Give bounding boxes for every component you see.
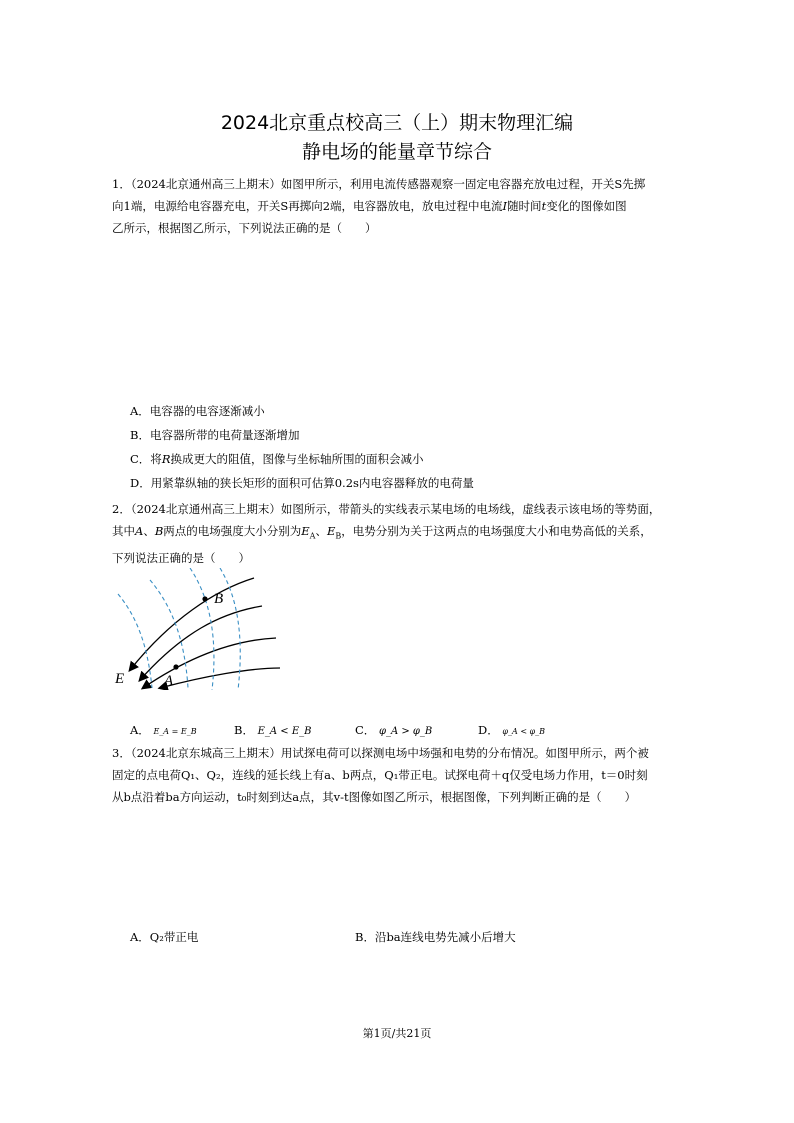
q3-source: （2024北京东城高三上期末） xyxy=(130,746,281,760)
label-B: B xyxy=(214,591,224,607)
field-line-1 xyxy=(130,578,254,670)
q3-line1: 用试探电荷可以探测电场中场强和电势的分布情况。如图甲所示，两个被 xyxy=(280,746,649,760)
label-E: E xyxy=(115,671,125,687)
equipotential-line-3 xyxy=(190,568,214,690)
q2-line2b: 两点的电场强度大小分别为 xyxy=(163,524,302,538)
page-footer: 第1页/共21页 xyxy=(362,1027,432,1040)
page-subtitle: 静电场的能量章节综合 xyxy=(301,141,492,163)
electric-field-diagram xyxy=(110,568,280,690)
q3-option-b: B．沿ba连线电势先减小后增大 xyxy=(355,930,516,944)
q3-line2: 固定的点电荷Q₁、Q₂，连线的延长线上有a、b两点，Q₁带正电。试探电荷＋q仅受电场力作用，t＝0时刻 xyxy=(112,768,648,782)
q2-option-a-label: A． xyxy=(130,723,150,737)
question-2-text: 2．（2024北京通州高三上期末）如图所示，带箭头的实线表示某电场的电场线，虚线表示该电场的等势面， 其中A、B两点的电场强度大小分别为$E_A$、$E_B$，电势分别为关于这两点的电场强度大小和电势高低的关系， 下列说法正确的是（ ） xyxy=(112,502,661,566)
q3-number: 3． xyxy=(112,746,131,760)
question-3-text xyxy=(112,742,692,808)
q1-line3: 乙所示，根据图乙所示，下列说法正确的是（ ） xyxy=(112,221,377,235)
q2-line2a: 其中 xyxy=(112,524,135,538)
q2-EB-sub: B xyxy=(335,531,342,541)
q2-EB: E xyxy=(326,524,336,538)
q1-var-t: t xyxy=(541,199,547,213)
q2-option-c-expr: φ_A > φ_B xyxy=(378,726,433,737)
q1-option-d: D．用紧靠纵轴的狭长矩形的面积可估算0.2s内电容器释放的电荷量 xyxy=(130,476,474,490)
q1-line1: 如图甲所示，利用电流传感器观察一固定电容器充放电过程，开关S先掷 xyxy=(280,177,646,191)
q2-var-A: A xyxy=(135,524,144,538)
q1-option-c-part1: C．将 xyxy=(130,452,162,466)
q3-option-a: A．Q₂带正电 xyxy=(130,930,199,944)
field-line-2 xyxy=(140,606,262,680)
q2-option-d-label: D． xyxy=(478,723,499,737)
q1-option-a: A．电容器的电容逐渐减小 xyxy=(130,404,265,418)
q2-line2c: ，电势分别为关于这两点的电场强度大小和电势高低的关系， xyxy=(341,524,652,538)
question-1-text xyxy=(112,173,692,239)
q2-option-c xyxy=(355,723,432,739)
q1-option-c-part2: 换成更大的阻值，图像与坐标轴所围的面积会减小 xyxy=(170,452,424,466)
q2-option-b xyxy=(234,723,312,739)
q2-line3: 下列说法正确的是（ ） xyxy=(112,551,250,566)
q2-option-d-expr: φ_A < φ_B xyxy=(502,727,546,736)
point-A-dot xyxy=(173,664,178,669)
q1-line2: 向1端，电源给电容器充电，开关S再掷向2端，电容器放电，放电过程中电流 xyxy=(112,199,503,213)
field-line-3 xyxy=(143,638,276,688)
q2-EA-sub: A xyxy=(309,531,316,541)
q2-sep: 、 xyxy=(143,524,155,538)
q1-option-b: B．电容器所带的电荷量逐渐增加 xyxy=(130,428,300,442)
q3-line3: 从b点沿着ba方向运动，t₀时刻到达a点，其v-t图像如图乙所示，根据图像，下列判断正确的是（ ） xyxy=(112,790,637,804)
point-B-dot xyxy=(202,596,207,601)
label-A: A xyxy=(164,673,174,689)
q1-var-I: I xyxy=(502,199,508,213)
q1-option-c xyxy=(130,452,423,466)
q1-number: 1． xyxy=(112,177,131,191)
q1-source: （2024北京通州高三上期末） xyxy=(130,177,281,191)
q2-line1: 如图所示，带箭头的实线表示某电场的电场线，虚线表示该电场的等势面， xyxy=(280,502,661,516)
q2-option-d xyxy=(478,723,545,739)
q2-EA: E xyxy=(301,524,310,538)
q1-line2c: 变化的图像如图 xyxy=(546,199,627,213)
page-title: 2024北京重点校高三（上）期末物理汇编 xyxy=(220,112,574,134)
q2-option-b-label: B． xyxy=(234,723,254,737)
q1-line2b: 随时间 xyxy=(507,199,542,213)
q2-option-c-label: C． xyxy=(355,723,376,737)
q2-option-b-expr: E_A < E_B xyxy=(257,726,312,737)
field-line-4 xyxy=(160,668,280,688)
q2-number: 2． xyxy=(112,502,131,516)
q2-var-B: B xyxy=(154,524,164,538)
q2-option-a-expr: E_A = E_B xyxy=(153,727,197,736)
q2-option-a xyxy=(130,723,197,739)
q2-source: （2024北京通州高三上期末） xyxy=(130,502,281,516)
q1-var-R: R xyxy=(161,452,171,466)
